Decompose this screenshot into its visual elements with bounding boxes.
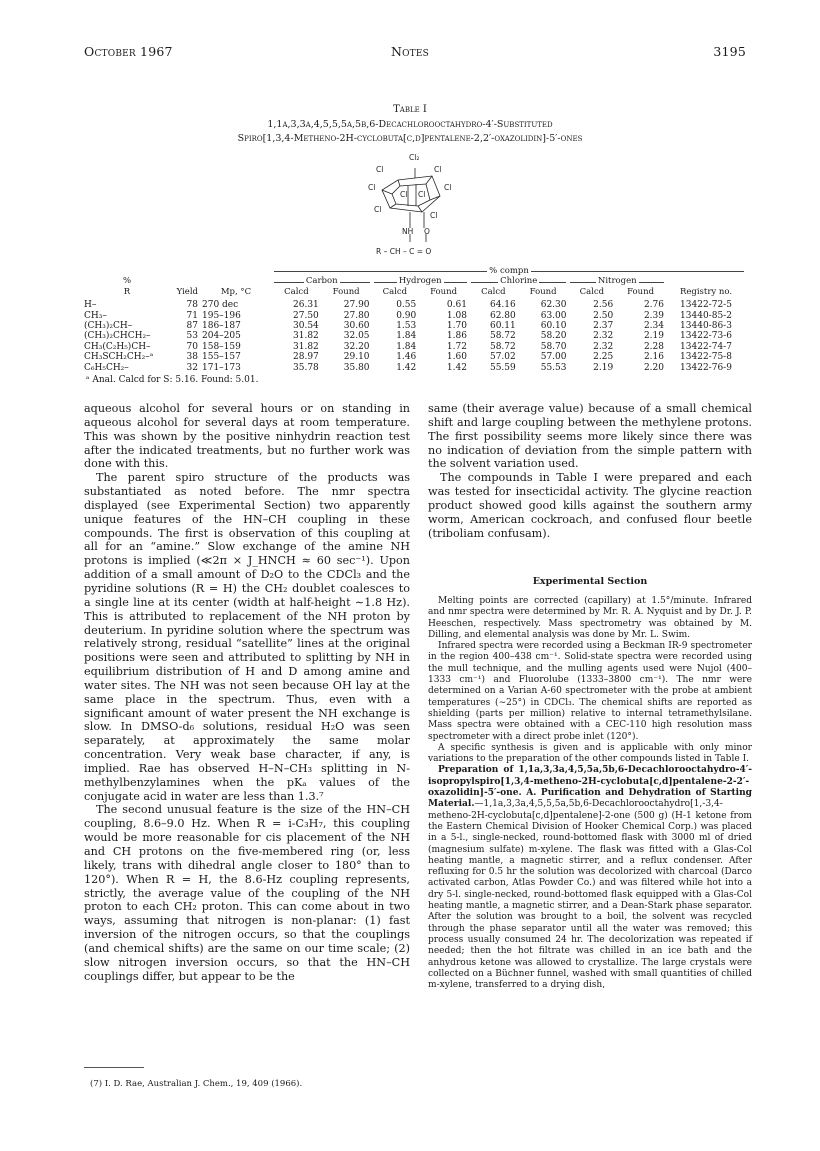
table-cell: 13422-75-8 — [680, 352, 732, 363]
table-cell: 2.25 — [593, 352, 614, 363]
table-cell: 27.80 — [343, 310, 370, 321]
table-cell: 171–173 — [202, 362, 241, 373]
paragraph — [428, 765, 752, 991]
table-row — [82, 299, 746, 310]
table-cell: 2.19 — [593, 362, 614, 373]
structure-cl-label: Cl — [434, 165, 442, 174]
experimental-body — [428, 596, 752, 991]
table-cell: 13440-86-3 — [680, 321, 732, 332]
table-cell: 87 — [186, 321, 198, 332]
table-cell: CH₃– — [84, 310, 107, 321]
table-cell: 30.54 — [293, 321, 319, 332]
table-cell: 2.50 — [593, 310, 614, 321]
col-header-mp: Mp, °C — [220, 286, 252, 297]
table-cell: 1.84 — [396, 331, 417, 342]
table-cell: 58.72 — [489, 331, 516, 342]
hydrogen-group-header: Hydrogen — [372, 276, 469, 286]
prep-heading: Preparation of 1,1a,3,3a,4,5,5a,5b,6-Decachlorooctahydro-4′-isopropylspiro[1,3,4-metheno-2H-cyclobuta[c,d]pentalene-2-2′-oxazolidin]-5′-one. A. Purification and Dehydration of Starting Material. — [428, 765, 752, 810]
table-cell: 32.05 — [343, 331, 370, 342]
table-cell: 1.46 — [396, 352, 417, 363]
table-cell: 55.59 — [489, 362, 516, 373]
col-header-found: Found — [627, 286, 655, 297]
table-cell: 53 — [186, 331, 198, 342]
table-caption-line1: 1,1a,3,3a,4,5,5,5a,5b,6-Decachlorooctahydro-4′-Substituted — [267, 119, 553, 130]
table-cell: 62.30 — [540, 300, 567, 311]
table-cell: 63.00 — [540, 310, 567, 321]
left-text-column — [84, 402, 410, 983]
table-row — [82, 352, 746, 362]
structure-cl-label: Cl — [374, 205, 382, 214]
table-cell: 1.84 — [396, 341, 417, 352]
table-cell: (CH₃)₂CHCH₂– — [84, 331, 151, 342]
table-cell: CH₃(C₂H₅)CH– — [84, 341, 151, 352]
table-cell: 31.82 — [293, 341, 319, 352]
table-cell: 1.72 — [446, 341, 467, 352]
prep-body: —1,1a,3,3a,4,5,5,5a,5b,6-Decachlorooctahydro[1,-3,4-metheno-2H-cyclobuta[c,d]pentalene]-2-one (500 g) (H-1 ketone from the Eastern Chemical Division of Hooker Chemical Corp.) was placed in a 5-l., single-necked, round-bottomed flask with 3000 ml of dried (magnesium sulfate) m-xylene. The flask was fitted with a Glas-Col heating mantle, a magnetic stirrer, and a reflux condenser. After refluxing for 0.5 hr the solution was decolorized with charcoal (Darco activated carbon, Atlas Powder Co.) and was filtered while hot into a dry 5-l. single-necked, round-bottomed flask equipped with a Glas-Col heating mantle, a magnetic stirrer, and a Dean-Stark phase separator. After the solution was brought to a boil, the solvent was recycled through the phase separator until all the water was removed; this process usually consumed 24 hr. The decolorization was repeated if needed; then the hot filtrate was chilled in an ice bath and the anhydrous ketone was allowed to crystallize. The large crystals were collected on a Büchner funnel, washed with small quantities of chilled m-xylene, transferred to a drying dish, — [428, 799, 752, 991]
table-cell: 78 — [186, 300, 198, 311]
paragraph: A specific synthesis is given and is applicable with only minor variations to the preparation of the other compounds listed in Table I. — [428, 742, 752, 765]
running-header-section: Notes — [390, 44, 430, 59]
table-cell: 1.70 — [446, 321, 467, 332]
carbon-group-header: Carbon — [272, 276, 372, 286]
col-header-found: Found — [529, 286, 557, 297]
table-cell: 1.53 — [396, 321, 417, 332]
paragraph: The compounds in Table I were prepared and each was tested for insecticidal activity. The glycine reaction product showed good kills against the southern army worm, American cockroach, and confused flour beetle (triboliam confusam). — [428, 471, 752, 540]
table-cell: 2.20 — [643, 362, 664, 373]
table-footnote: ᵃ Anal. Calcd for S: 5.16. Found: 5.01. — [86, 375, 259, 385]
reference-footnote: (7) I. D. Rae, Australian J. Chem., 19, 409 (1966). — [90, 1079, 303, 1089]
experimental-section-title: Experimental Section — [532, 576, 648, 587]
table-cell: 64.16 — [489, 300, 516, 311]
col-header-calcd: Calcd — [382, 286, 408, 297]
structure-cl-label: Cl — [376, 165, 384, 174]
table-cell: 204–205 — [202, 331, 241, 342]
table-cell: 62.80 — [489, 310, 516, 321]
structure-nh-label: NH — [402, 227, 414, 236]
table-cell: 31.82 — [293, 331, 319, 342]
nitrogen-group-header: Nitrogen — [568, 276, 666, 286]
table-cell: 57.02 — [489, 352, 516, 363]
col-header-calcd: Calcd — [284, 286, 309, 297]
table-cell: 1.42 — [396, 362, 417, 373]
table-row — [82, 311, 746, 321]
table-cell: 32 — [186, 362, 198, 373]
table-caption-line2: Spiro[1,3,4-Metheno-2H-cyclobuta[c,d]pentalene-2,2′-oxazolidin]-5′-ones — [237, 133, 583, 144]
table-cell: 1.86 — [446, 331, 467, 342]
table-cell: 1.60 — [446, 352, 467, 363]
table-cell: 57.00 — [540, 352, 567, 363]
table-cell: 26.31 — [293, 300, 319, 311]
paragraph: The parent spiro structure of the products was substantiated as noted before. The nmr spectra displayed (see Experimental Section) two apparently unique features of the HN–CH coupling in these compounds. The first is observation of this coupling at all for an “amine.” Slow exchange of the amine NH protons is implied (≪2π × J_HNCH ≈ 60 sec⁻¹). Upon addition of a small amount of D₂O to the CDCl₃ and the pyridine solutions (R = H) the CH₂ doublet coalesces to a single line at its center (width at half-height ∼1.8 Hz). This is attributed to replacement of the NH proton by deuterium. In pyridine solution where the spectrum was relatively strong, residual “satellite” lines at the original positions were seen and attributed to splitting by NH in equilibrium distribution of H and D among amine and water sites. The NH was not seen because OH lay at the same place in the spectrum. Thus, even with a significant amount of water present the NH exchange is slow. In DMSO-d₆ solutions, residual H₂O was seen separately, at approximately the same molar concentration. Very weak base character, if any, is implied. Rae has observed H–N–CH₃ splitting in N-methylbenzylamines when the pKₐ values of the conjugate acid in water are less than 1.3.⁷ — [84, 471, 410, 803]
table-cell: 2.34 — [643, 321, 664, 332]
page-number: 3195 — [713, 44, 746, 59]
table-cell: 0.55 — [396, 300, 417, 311]
table-cell: 32.20 — [343, 341, 370, 352]
table-cell: 38 — [186, 352, 198, 363]
running-header-date: October 1967 — [84, 44, 173, 59]
table-cell: 35.78 — [293, 362, 319, 373]
table-cell: 2.19 — [643, 331, 664, 342]
table-cell: 58.20 — [540, 331, 567, 342]
structure-r-chain-label: R – CH – C = O — [376, 247, 432, 256]
structure-cl-label: Cl — [368, 183, 376, 192]
col-header-yield: Yield — [176, 286, 198, 297]
table-cell: H– — [84, 300, 97, 311]
table-cell: 60.10 — [540, 321, 567, 332]
col-header-found: Found — [332, 286, 360, 297]
table-label: Table I — [393, 104, 427, 115]
table-cell: 13440-85-2 — [680, 310, 732, 321]
table-cell: 55.53 — [540, 362, 567, 373]
table-cell: 58.70 — [540, 341, 567, 352]
table-cell: 13422-72-5 — [680, 300, 732, 311]
structure-o-label: O — [424, 227, 430, 236]
col-header-registry: Registry no. — [679, 286, 733, 297]
structure-cl-label: Cl — [444, 183, 452, 192]
table-cell: 70 — [186, 341, 198, 352]
col-header-found: Found — [430, 286, 458, 297]
chemical-structure — [360, 150, 470, 265]
structure-cl-label: Cl — [418, 190, 426, 199]
table-cell: (CH₃)₂CH– — [84, 321, 133, 332]
pct-header: % — [122, 276, 132, 287]
compound-data-table — [82, 266, 746, 373]
right-text-column — [428, 402, 752, 540]
table-cell: 2.39 — [643, 310, 664, 321]
compn-header: % compn — [272, 266, 746, 276]
table-cell: 2.32 — [593, 331, 614, 342]
table-row — [82, 363, 746, 373]
table-cell: 29.10 — [343, 352, 370, 363]
col-header-calcd: Calcd — [579, 286, 605, 297]
table-cell: 71 — [186, 310, 198, 321]
table-cell: CH₃SCH₂CH₂–ᵃ — [84, 352, 154, 363]
table-cell: 270 dec — [202, 300, 239, 311]
col-header-r: R — [123, 286, 131, 297]
table-cell: 27.50 — [293, 310, 319, 321]
table-cell: 2.56 — [593, 300, 614, 311]
table-cell: 158–159 — [202, 341, 241, 352]
table-row — [82, 342, 746, 352]
table-cell: 13422-76-9 — [680, 362, 732, 373]
table-cell: 2.37 — [593, 321, 614, 332]
table-cell: 1.42 — [446, 362, 467, 373]
paragraph: The second unusual feature is the size of the HN–CH coupling, 8.6–9.0 Hz. When R = i-C₃H₇, this coupling would be more reasonable for cis placement of the NH and CH protons on the five-membered ring (or, less likely, trans with dihedral angle closer to 180° than to 120°). When R = H, the 8.6-Hz coupling represents, strictly, the average value of the coupling of the NH proton to each CH₂ proton. This can come about in two ways, assuming that nitrogen is non-planar: (1) fast inversion of the nitrogen occurs, so that the couplings (and chemical shifts) are the same on our time scale; (2) slow nitrogen inversion occurs, so that the HN–CH couplings differ, but appear to be the — [84, 803, 410, 983]
col-header-calcd: Calcd — [481, 286, 506, 297]
chlorine-group-header: Chlorine — [469, 276, 569, 286]
table-cell: 2.32 — [593, 341, 614, 352]
table-cell: 28.97 — [293, 352, 319, 363]
structure-cl-label: Cl — [430, 211, 438, 220]
table-cell: 58.72 — [489, 341, 516, 352]
table-cell: 195–196 — [202, 310, 241, 321]
table-row — [82, 321, 746, 331]
table-cell: 30.60 — [343, 321, 370, 332]
table-cell: 2.76 — [643, 300, 664, 311]
table-cell: 155–157 — [202, 352, 241, 363]
table-cell: 13422-73-6 — [680, 331, 732, 342]
paragraph: Infrared spectra were recorded using a Beckman IR-9 spectrometer in the region 400–438 cm⁻¹. Solid-state spectra were recorded using the mull technique, and the mulling agents used were Nujol (400–1333 cm⁻¹) and Fluorolube (1333–3800 cm⁻¹). The nmr were determined on a Varian A-60 spectrometer with the probe at ambient temperatures (∼25°) in CDCl₃. The chemical shifts are reported as shielding (parts per million) relative to internal tetramethylsilane. Mass spectra were obtained with a CEC-110 high resolution mass spectrometer with a direct probe inlet (120°). — [428, 641, 752, 742]
table-cell: 13422-74-7 — [680, 341, 732, 352]
paragraph: same (their average value) because of a small chemical shift and large coupling between the methylene protons. The first possibility seems more likely since there was no indication of deviation from the simple pattern with the solvent variation used. — [428, 402, 752, 471]
table-cell: 27.90 — [343, 300, 370, 311]
table-cell: 60.11 — [489, 321, 516, 332]
structure-cl2-label: Cl₂ — [409, 153, 420, 162]
table-cell: 0.90 — [396, 310, 417, 321]
table-cell: 2.16 — [643, 352, 664, 363]
structure-cl-label: Cl — [400, 190, 408, 199]
table-cell: 2.28 — [643, 341, 664, 352]
table-cell: 0.61 — [446, 300, 467, 311]
table-cell: 186–187 — [202, 321, 241, 332]
table-cell: C₆H₅CH₂– — [84, 362, 129, 373]
table-cell: 1.08 — [446, 310, 467, 321]
table-cell: 35.80 — [343, 362, 370, 373]
table-row — [82, 331, 746, 341]
footnote-divider — [84, 1067, 144, 1068]
paragraph: Melting points are corrected (capillary) at 1.5°/minute. Infrared and nmr spectra were determined by Mr. R. A. Nyquist and by Dr. J. P. Heeschen, respectively. Mass spectrometry was obtained by M. Dilling, and elemental analysis was done by Mr. L. Swim. — [428, 596, 752, 640]
paragraph: aqueous alcohol for several hours or on standing in aqueous alcohol for several days at room temperature. This was shown by the positive ninhydrin reaction test after the indicated treatments, but no further work was done with this. — [84, 402, 410, 471]
